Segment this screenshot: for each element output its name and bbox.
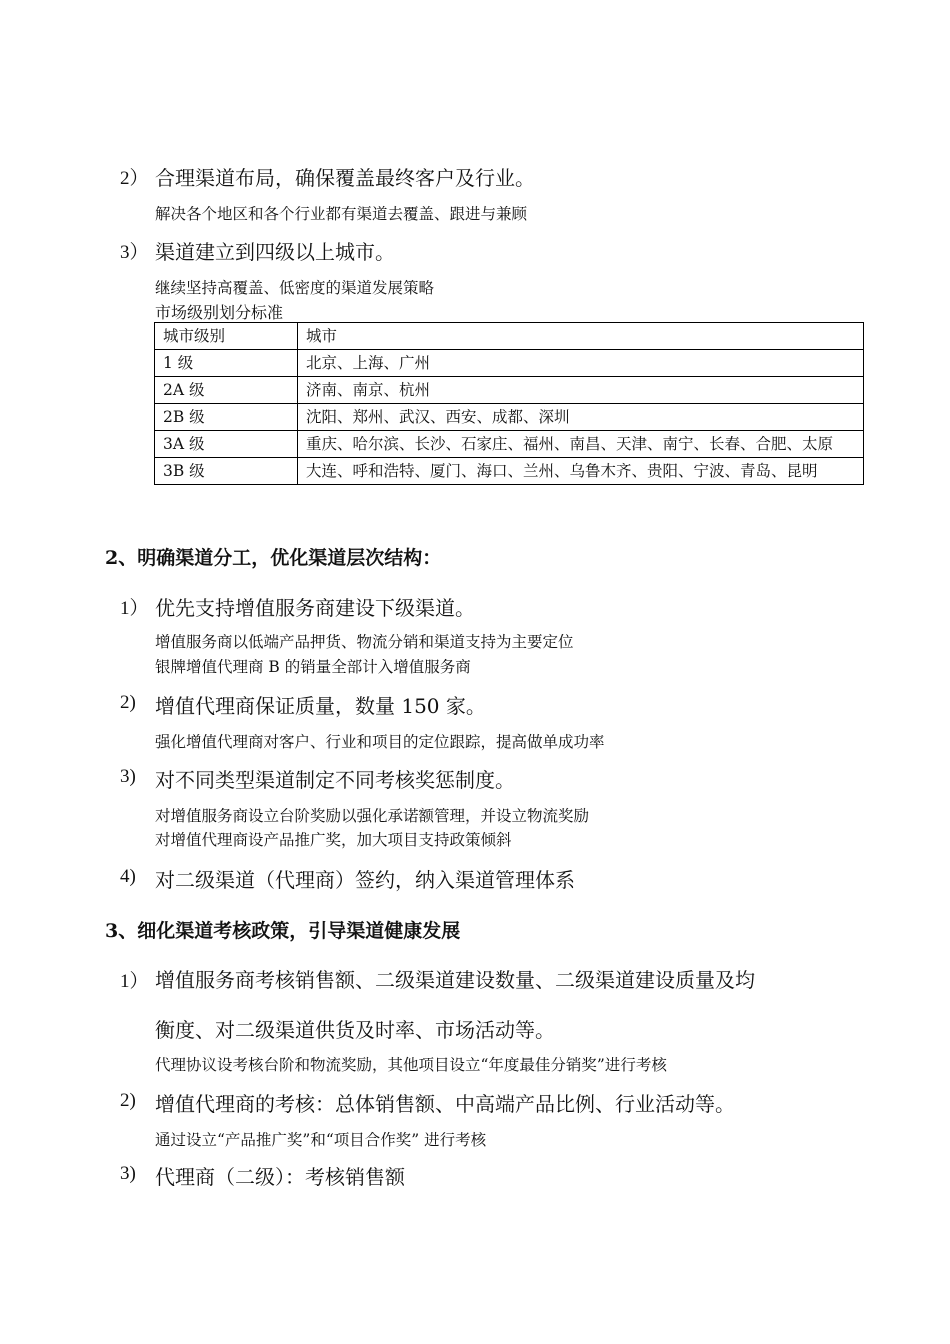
table-cell-cities: 大连、呼和浩特、厦门、海口、兰州、乌鲁木齐、贵阳、宁波、青岛、昆明 <box>298 458 864 485</box>
list-item-text: 优先支持增值服务商建设下级渠道。 <box>155 596 475 620</box>
table-cell-level: 2A 级 <box>155 377 298 404</box>
list-item-note: 银牌增值代理商 B 的销量全部计入增值服务商 <box>155 658 471 676</box>
table-caption: 市场级别划分标准 <box>155 303 284 322</box>
section-heading: 3、细化渠道考核政策，引导渠道健康发展 <box>105 920 461 942</box>
list-item-text: 对二级渠道（代理商）签约，纳入渠道管理体系 <box>155 868 575 892</box>
table-header-row <box>155 323 864 350</box>
list-number: 3) <box>120 1163 136 1184</box>
table-row <box>155 404 864 431</box>
list-number: 3） <box>120 242 149 263</box>
list-item-note: 继续坚持高覆盖、低密度的渠道发展策略 <box>155 279 435 297</box>
table-row <box>155 458 864 485</box>
list-item-text: 增值服务商考核销售额、二级渠道建设数量、二级渠道建设质量及均 <box>155 968 755 992</box>
table-cell-cities: 沈阳、郑州、武汉、西安、成都、深圳 <box>298 404 864 431</box>
list-item-text: 对不同类型渠道制定不同考核奖惩制度。 <box>155 768 515 792</box>
list-item-text-continued: 衡度、对二级渠道供货及时率、市场活动等。 <box>155 1018 555 1042</box>
list-item-note: 增值服务商以低端产品押货、物流分销和渠道支持为主要定位 <box>155 633 574 651</box>
list-item-text: 渠道建立到四级以上城市。 <box>155 240 395 264</box>
table-cell-level: 1 级 <box>155 350 298 377</box>
table-cell-level: 3B 级 <box>155 458 298 485</box>
list-item-text: 增值代理商的考核：总体销售额、中高端产品比例、行业活动等。 <box>155 1092 735 1116</box>
list-item-text: 合理渠道布局，确保覆盖最终客户及行业。 <box>155 166 535 190</box>
list-number: 4) <box>120 866 136 887</box>
list-item-note: 解决各个地区和各个行业都有渠道去覆盖、跟进与兼顾 <box>155 205 528 223</box>
list-item-note: 对增值服务商设立台阶奖励以强化承诺额管理，并设立物流奖励 <box>155 807 590 825</box>
table-row <box>155 350 864 377</box>
list-number: 2) <box>120 1090 136 1111</box>
table-cell-cities: 北京、上海、广州 <box>298 350 864 377</box>
section-heading: 2、明确渠道分工，优化渠道层次结构： <box>105 547 442 569</box>
list-number: 1） <box>120 971 149 992</box>
market-level-table <box>154 322 864 485</box>
table-row <box>155 431 864 458</box>
list-number: 1） <box>120 598 149 619</box>
table-header-cell: 城市级别 <box>155 323 298 350</box>
list-item-text: 增值代理商保证质量，数量 150 家。 <box>155 694 486 718</box>
list-number: 3) <box>120 766 136 787</box>
table-cell-level: 3A 级 <box>155 431 298 458</box>
list-number: 2） <box>120 168 149 189</box>
list-item-note: 强化增值代理商对客户、行业和项目的定位跟踪，提高做单成功率 <box>155 733 605 751</box>
table-cell-level: 2B 级 <box>155 404 298 431</box>
table-cell-cities: 济南、南京、杭州 <box>298 377 864 404</box>
list-item-text: 代理商（二级）：考核销售额 <box>155 1165 405 1189</box>
table-cell-cities: 重庆、哈尔滨、长沙、石家庄、福州、南昌、天津、南宁、长春、合肥、太原 <box>298 431 864 458</box>
list-item-note: 通过设立“产品推广奖”和“项目合作奖” 进行考核 <box>155 1131 487 1149</box>
table-row <box>155 377 864 404</box>
list-item-note: 代理协议设考核台阶和物流奖励，其他项目设立“年度最佳分销奖”进行考核 <box>155 1056 667 1074</box>
list-number: 2) <box>120 692 136 713</box>
table-header-cell: 城市 <box>298 323 864 350</box>
list-item-note: 对增值代理商设产品推广奖，加大项目支持政策倾斜 <box>155 831 512 849</box>
